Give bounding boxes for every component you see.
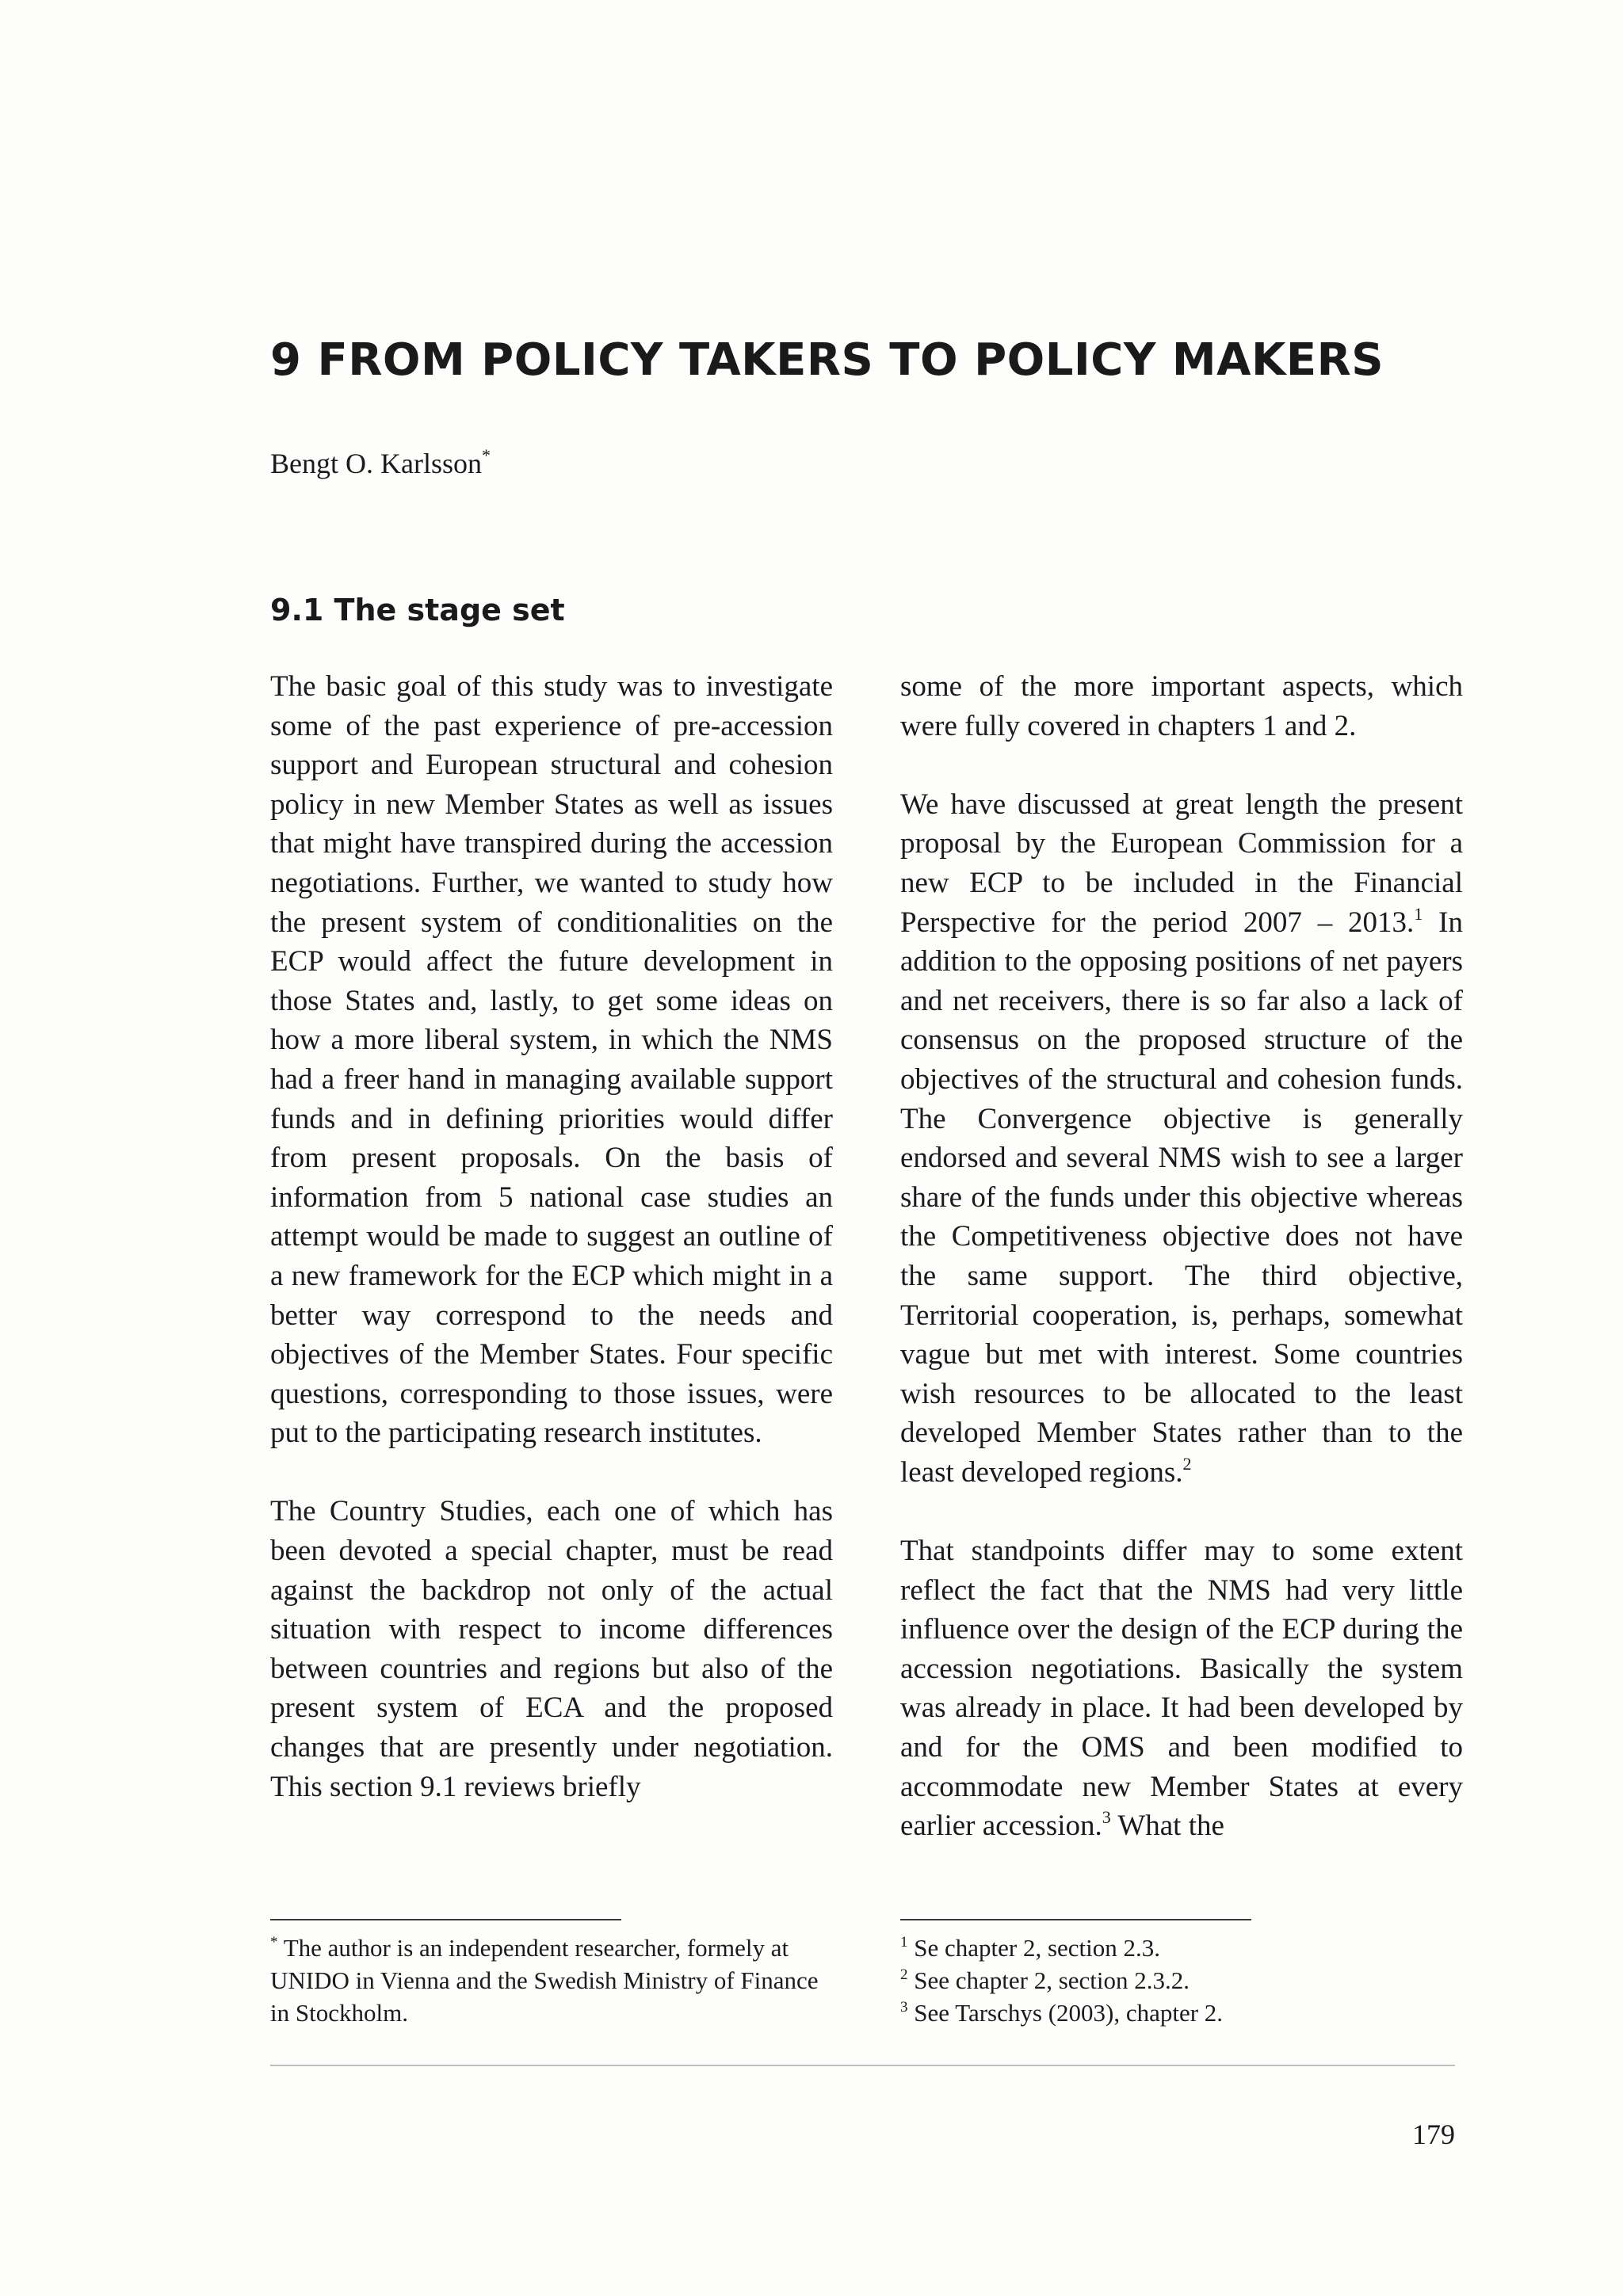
right-paragraph-2-text-a: We have discussed at great length the present proposal by the European Commission for a new ECP to be included in the Financial Perspective for the period 2007 – 2013. [900, 788, 1463, 939]
footnotes-left [270, 1932, 833, 2029]
section-heading: 9.1 The stage set [270, 593, 565, 627]
footnote-ref-3: 3 [1102, 1807, 1111, 1828]
author-footnote [270, 1932, 833, 2029]
right-paragraph-1: some of the more important aspects, which were fully covered in chapters 1 and 2. [900, 670, 1463, 742]
author-byline [270, 444, 491, 483]
left-column [270, 667, 833, 1846]
footnote-divider-right [900, 1919, 1251, 1920]
footnote-ref-2: 2 [1182, 1453, 1192, 1474]
author-footnote-marker: * [270, 1934, 278, 1951]
right-paragraph-2-text-b: In addition to the opposing positions of net payers and net receivers, there is so far also a lack of consensus on the proposed structure of the objectives of the structural and cohesion funds. The Convergence objective is generally endorsed and several NMS wish to see a larger share of the funds under this objective whereas the Competitiveness objective does not have the same support. The third objective, Territorial cooperation, is, perhaps, somewhat vague but met with interest. Some countries wish resources to be allocated to the least developed Member States rather than to the least developed regions. [900, 906, 1463, 1489]
page-number: 179 [1412, 2119, 1455, 2150]
footnote-2-marker: 2 [900, 1966, 908, 1983]
footnotes-right [900, 1932, 1463, 2029]
chapter-title: 9 FROM POLICY TAKERS TO POLICY MAKERS [270, 334, 1384, 386]
footnote-3 [900, 1997, 1463, 2029]
footnote-3-marker: 3 [900, 1999, 908, 2016]
footer-divider [270, 2065, 1455, 2066]
author-footnote-text: The author is an independent researcher, formely at UNIDO in Vienna and the Swedish Ministry of Finance in Stockholm. [270, 1934, 819, 2027]
left-paragraph-1: The basic goal of this study was to investigate some of the past experience of pre-accession support and European structural and cohesion policy in new Member States as well as issues that might have transpired during the accession negotiations. Further, we wanted to study how the present system of conditionalities on the ECP would affect the future development in those States and, lastly, to get some ideas on how a more liberal system, in which the NMS had a freer hand in managing available support funds and in defining priorities would differ from present proposals. On the basis of information from 5 national case studies an attempt would be made to suggest an outline of a new framework for the ECP which might in a better way correspond to the needs and objectives of the Member States. Four specific questions, corresponding to those issues, were put to the participating research institutes. [270, 670, 833, 1450]
footnote-2-text: See chapter 2, section 2.3.2. [907, 1966, 1190, 1994]
footnote-2 [900, 1964, 1463, 1997]
left-paragraph-2: The Country Studies, each one of which has been devoted a special chapter, must be read against the backdrop not only of the actual situation with respect to income differences between countries and regions but also of the present system of ECA and the proposed changes that are presently under negotiation. This section 9.1 reviews briefly [270, 1495, 833, 1803]
right-paragraph-2 [900, 785, 1463, 1493]
right-paragraph-3-text-a: That standpoints differ may to some extent reflect the fact that the NMS had very little influence over the design of the ECP during the accession negotiations. Basically the system was already in place. It had been developed by and for the OMS and been modified to accommodate new Member States at every earlier accession. [900, 1535, 1463, 1843]
footnote-1-marker: 1 [900, 1934, 908, 1951]
footnote-1-text: Se chapter 2, section 2.3. [907, 1934, 1161, 1962]
author-footnote-mark: * [481, 445, 491, 465]
footnote-ref-1: 1 [1414, 903, 1423, 924]
right-column [900, 667, 1463, 1885]
right-paragraph-3 [900, 1531, 1463, 1846]
right-paragraph-3-text-b: What the [1110, 1810, 1224, 1843]
footnote-3-text: See Tarschys (2003), chapter 2. [907, 1999, 1224, 2027]
author-name: Bengt O. Karlsson [270, 448, 482, 479]
footnote-divider-left [270, 1919, 621, 1920]
footnote-1 [900, 1932, 1463, 1964]
